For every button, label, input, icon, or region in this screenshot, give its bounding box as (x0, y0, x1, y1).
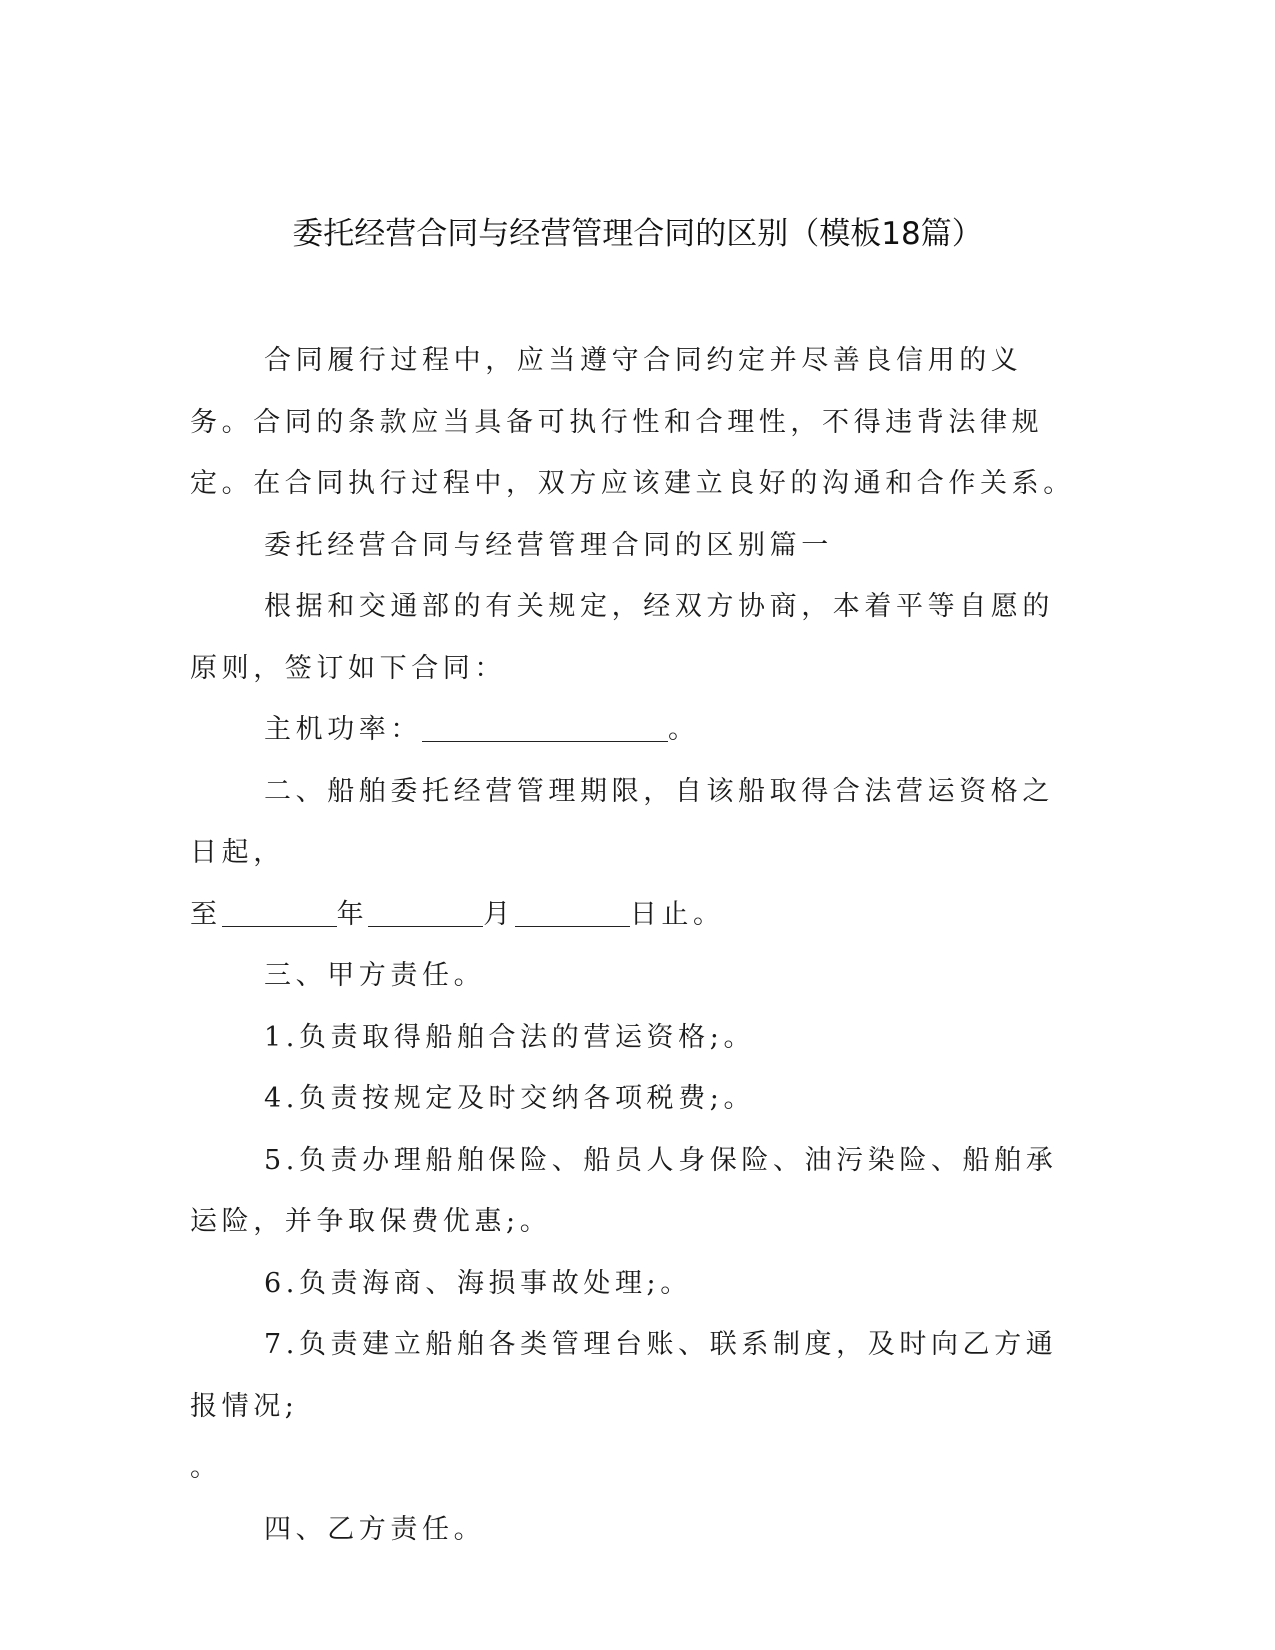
term-clause: 二、船舶委托经营管理期限，自该船取得合法营运资格之日起， (190, 775, 1054, 868)
engine-power-label: 主机功率： (264, 714, 422, 745)
term-day-blank (515, 896, 630, 927)
party-a-item-7: 7.负责建立船舶各类管理台账、联系制度，及时向乙方通报情况; (190, 1329, 1058, 1422)
term-year-blank (222, 896, 337, 927)
term-day-end: 日止。 (629, 898, 725, 930)
party-a-item-7-end: 。 (190, 1452, 222, 1483)
document-body (190, 330, 1080, 1560)
term-to: 至 (190, 898, 222, 930)
document-title: 委托经营合同与经营管理合同的区别（模板18篇） (292, 216, 983, 252)
engine-power-blank (422, 711, 668, 742)
section-heading: 委托经营合同与经营管理合同的区别篇一 (264, 529, 833, 561)
intro-paragraph: 合同履行过程中，应当遵守合同约定并尽善良信用的义务。合同的条款应当具备可执行性和合理性，不得违背法律规定。在合同执行过程中，双方应该建立良好的沟通和合作关系。 (190, 345, 1075, 499)
party-a-item-5: 5.负责办理船舶保险、船员人身保险、油污染险、船舶承运险，并争取保费优惠;。 (190, 1144, 1058, 1237)
term-date-line (190, 884, 1080, 946)
engine-power-end: 。 (668, 714, 700, 745)
party-a-item-6: 6.负责海商、海损事故处理;。 (264, 1267, 692, 1299)
party-a-heading: 三、甲方责任。 (264, 960, 486, 991)
party-b-heading: 四、乙方责任。 (264, 1513, 486, 1545)
preamble-paragraph: 根据和交通部的有关规定，经双方协商，本着平等自愿的原则，签订如下合同： (190, 591, 1054, 684)
engine-power-line (190, 699, 1080, 761)
party-a-item-1: 1.负责取得船舶合法的营运资格;。 (264, 1021, 756, 1053)
term-month-blank (368, 896, 483, 927)
term-month: 月 (483, 898, 515, 930)
party-a-item-4: 4.负责按规定及时交纳各项税费;。 (264, 1083, 756, 1114)
term-year: 年 (336, 898, 369, 930)
